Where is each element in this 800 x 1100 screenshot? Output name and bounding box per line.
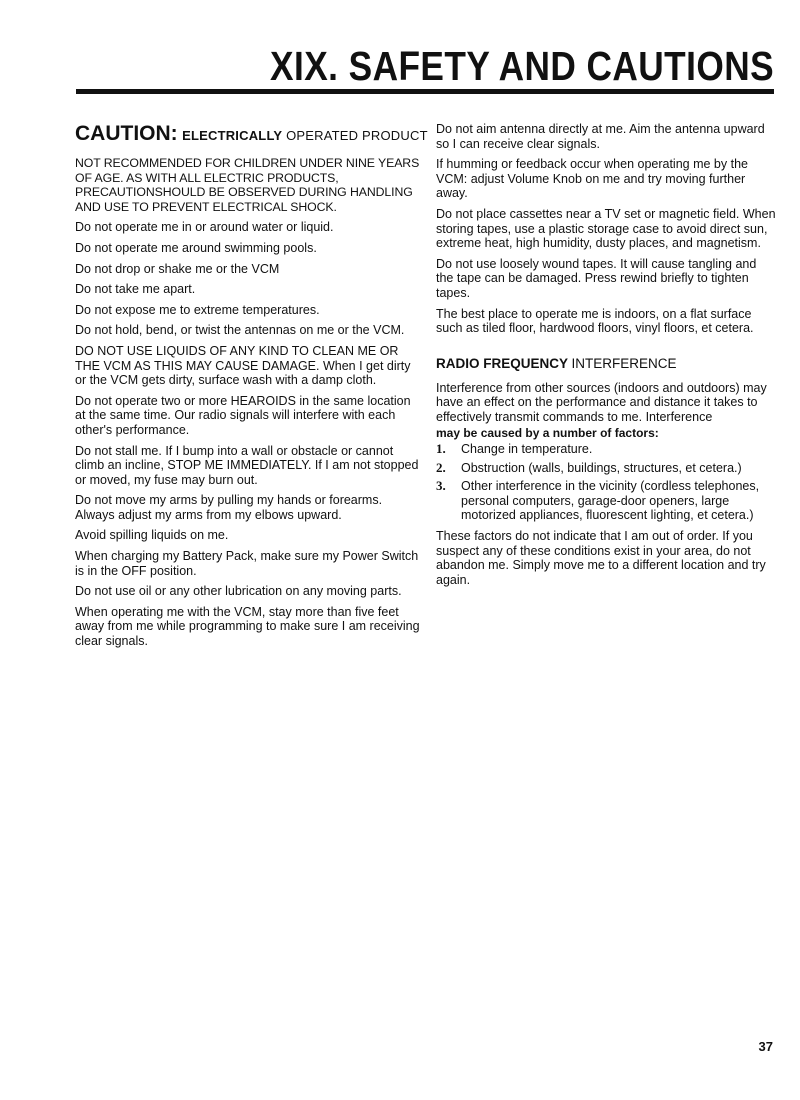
safety-item: Do not use loosely wound tapes. It will cause tangling and the tape can be damaged. Press rewind briefly to tighten tapes. [436,256,757,300]
safety-item: Do not operate two or more HEAROIDS in the same location at the same time. Our radio signals will interfere with each other's performance. [75,393,411,437]
factor-text: Other interference in the vicinity (cordless telephones, personal computers, garage-door openers, large motorized appliances, fluorescent lighting, et cetera.) [461,479,760,523]
safety-item: When operating me with the VCM, stay more than five feet away from me while programming to make sure I am receiving clear signals. [75,604,420,649]
factor-text: Obstruction (walls, buildings, structures, et cetera.) [461,460,742,475]
caution-subtitle-rest: OPERATED PRODUCT [286,128,428,143]
safety-item: Do not place cassettes near a TV set or magnetic field. When storing tapes, use a plastic storage case to avoid direct sun, extreme heat, high humidity, dusty places, and magnetism. [436,206,776,251]
page-title: XIX. SAFETY AND CAUTIONS [269,43,774,89]
factor-list [436,442,776,523]
safety-item: Do not aim antenna directly at me. Aim the antenna upward so I can receive clear signals. [436,122,765,151]
rf-heading-bold: RADIO FREQUENCY [436,355,568,371]
safety-item: Do not drop or shake me or the VCM [75,261,280,276]
safety-item: Do not stall me. If I bump into a wall or obstacle or cannot climb an incline, STOP ME IMMEDIATELY. If I am not stopped or moved, my fuse may burn out. [75,443,419,487]
caution-word: CAUTION: [75,122,178,145]
rf-heading-rest: INTERFERENCE [571,355,677,371]
caution-subtitle [182,128,428,143]
safety-item: Do not use oil or any other lubrication on any moving parts. [75,584,402,599]
safety-item: Do not expose me to extreme temperatures. [75,302,320,317]
rf-closing: These factors do not indicate that I am out of order. If you suspect any of these conditions exist in your area, do not abandon me. Simply move me to a different location and try again. [436,529,766,587]
safety-item: When charging my Battery Pack, make sure my Power Switch is in the OFF position. [75,549,419,578]
factor-number: 2. [436,459,446,475]
safety-item: Do not operate me in or around water or liquid. [75,220,334,235]
factor-number: 3. [436,478,446,494]
safety-item: Avoid spilling liquids on me. [75,528,229,543]
rf-intro: Interference from other sources (indoors and outdoors) may have an effect on the performance and distance it takes to effectively transmit commands to me. Interference [436,380,767,424]
factor-item [436,479,776,523]
safety-item: Do not operate me around swimming pools. [75,240,317,255]
title-rule [76,89,774,94]
safety-item: Do not hold, bend, or twist the antennas on me or the VCM. [75,323,405,338]
factor-item [436,461,776,476]
factor-item [436,442,776,457]
safety-item: The best place to operate me is indoors, on a flat surface such as tiled floor, hardwood floors, vinyl floors, et cetera. [436,306,754,336]
factor-text: Change in temperature. [461,442,593,457]
safety-item: DO NOT USE LIQUIDS OF ANY KIND TO CLEAN ME OR THE VCM AS THIS MAY CAUSE DAMAGE. When I get dirty or the VCM gets dirty, surface wash with a damp cloth. [75,343,411,388]
rf-section-heading [436,356,776,371]
safety-item: If humming or feedback occur when operating me by the VCM: adjust Volume Knob on me and try moving further away. [436,157,748,201]
safety-item: Do not move my arms by pulling my hands or forearms. Always adjust my arms from my elbows upward. [75,493,383,522]
rf-intro-bold: may be caused by a number of factors: [436,425,659,440]
caution-subtitle-bold: ELECTRICALLY [182,128,283,143]
right-column [436,122,776,593]
caution-heading [75,122,428,148]
age-warning: NOT RECOMMENDED FOR CHILDREN UNDER NINE YEARS OF AGE. AS WITH ALL ELECTRIC PRODUCTS, PRECAUTIONSHOULD BE OBSERVED DURING HANDLING AND USE TO PREVENT ELECTRICAL SHOCK. [75,156,420,214]
page-number: 37 [758,1039,773,1054]
factor-number: 1. [436,441,446,457]
left-column [75,122,428,655]
safety-item: Do not take me apart. [75,282,196,297]
